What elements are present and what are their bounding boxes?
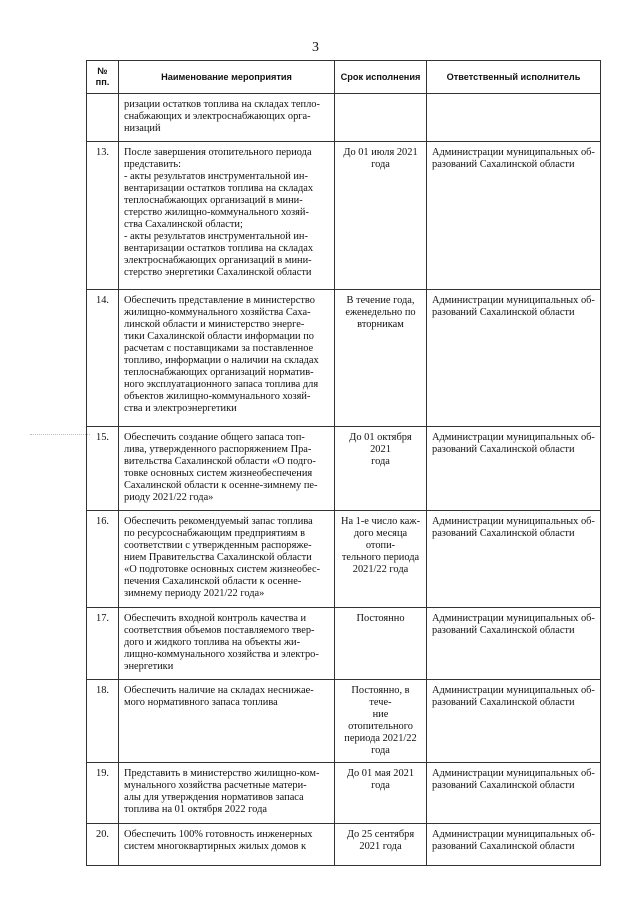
table-row — [87, 142, 601, 290]
table-header-row — [87, 61, 601, 94]
table-row — [87, 824, 601, 866]
table-row — [87, 290, 601, 427]
row-term: До 01 июля 2021 года — [335, 142, 427, 290]
row-measure: Обеспечить представление в министерство жилищно-коммунального хозяйства Саха- линской области и министерство энерге- тики Сахалинской области информации по расчетам с поставщиками за поставленное топливо, информации о наличии на складах теплоснабжающих организаций норматив- ного эксплуатационного запаса топлива для объектов жилищно-коммунального хозяй- ства и электроэнергетики — [119, 290, 335, 427]
row-term: До 01 мая 2021 года — [335, 763, 427, 824]
row-measure: Обеспечить создание общего запаса топ- лива, утвержденного распоряжением Пра- вительства Сахалинской области «О подго- товке основных систем жизнеобеспечения Сахалинской области к осенне-зимнему пе- риоду 2021/22 года» — [119, 427, 335, 511]
row-term: До 25 сентября 2021 года — [335, 824, 427, 866]
header-num: № пп. — [87, 61, 119, 94]
row-term: В течение года, еженедельно по вторникам — [335, 290, 427, 427]
row-number: 20. — [87, 824, 119, 866]
row-executor: Администрации муниципальных об- разований Сахалинской области — [427, 763, 601, 824]
table-row — [87, 608, 601, 680]
row-number: 19. — [87, 763, 119, 824]
table-row — [87, 763, 601, 824]
row-term: Постоянно — [335, 608, 427, 680]
header-exec: Ответственный исполнитель — [427, 61, 601, 94]
row-number: 15. — [87, 427, 119, 511]
header-name: Наименование мероприятия — [119, 61, 335, 94]
row-number: 17. — [87, 608, 119, 680]
row-term — [335, 94, 427, 142]
row-term: До 01 октября 2021 года — [335, 427, 427, 511]
row-executor: Администрации муниципальных об- разований Сахалинской области — [427, 608, 601, 680]
table-row — [87, 427, 601, 511]
table-row — [87, 94, 601, 142]
table-row — [87, 511, 601, 608]
row-executor: Администрации муниципальных об- разований Сахалинской области — [427, 427, 601, 511]
row-executor — [427, 94, 601, 142]
row-measure: Обеспечить 100% готовность инженерных систем многоквартирных жилых домов к — [119, 824, 335, 866]
row-measure: Обеспечить входной контроль качества и соответствия объемов поставляемого твер- дого и жидкого топлива на объекты жи- лищно-коммунального хозяйства и электро- энергетики — [119, 608, 335, 680]
scan-artifact-line — [30, 434, 90, 436]
row-term: Постоянно, в тече- ние отопительного периода 2021/22 года — [335, 680, 427, 763]
row-number: 18. — [87, 680, 119, 763]
row-measure: После завершения отопительного периода представить: - акты результатов инструментальной ин- вентаризации остатков топлива на складах теплоснабжающих организаций в мини- стерство жилищно-коммунального хозяй- ства Сахалинской области; - акты результатов инструментальной ин- вентаризации остатков топлива на складах электроснабжающих организаций в мини- стерство энергетики Сахалинской области — [119, 142, 335, 290]
row-number — [87, 94, 119, 142]
row-measure: Представить в министерство жилищно-ком- мунального хозяйства расчетные матери- алы для утверждения нормативов запаса топлива на 01 октября 2022 года — [119, 763, 335, 824]
row-executor: Администрации муниципальных об- разований Сахалинской области — [427, 680, 601, 763]
row-measure: Обеспечить рекомендуемый запас топлива по ресурсоснабжающим предприятиям в соответствии с утвержденным распоряже- нием Правительства Сахалинской области «О подготовке основных систем жизнеобес- печения Сахалинской области к осенне- зимнему периоду 2021/22 года» — [119, 511, 335, 608]
header-term: Срок исполнения — [335, 61, 427, 94]
row-executor: Администрации муниципальных об- разований Сахалинской области — [427, 142, 601, 290]
row-term: На 1-е число каж- дого месяца отопи- тельного периода 2021/22 года — [335, 511, 427, 608]
measures-table — [86, 60, 601, 866]
table-row — [87, 680, 601, 763]
row-number: 13. — [87, 142, 119, 290]
row-number: 16. — [87, 511, 119, 608]
row-measure: ризации остатков топлива на складах тепло- снабжающих и электроснабжающих орга- низаций — [119, 94, 335, 142]
row-measure: Обеспечить наличие на складах неснижае- мого нормативного запаса топлива — [119, 680, 335, 763]
row-executor: Администрации муниципальных об- разований Сахалинской области — [427, 511, 601, 608]
page-number: 3 — [312, 40, 319, 55]
row-number: 14. — [87, 290, 119, 427]
row-executor: Администрации муниципальных об- разований Сахалинской области — [427, 824, 601, 866]
row-executor: Администрации муниципальных об- разований Сахалинской области — [427, 290, 601, 427]
